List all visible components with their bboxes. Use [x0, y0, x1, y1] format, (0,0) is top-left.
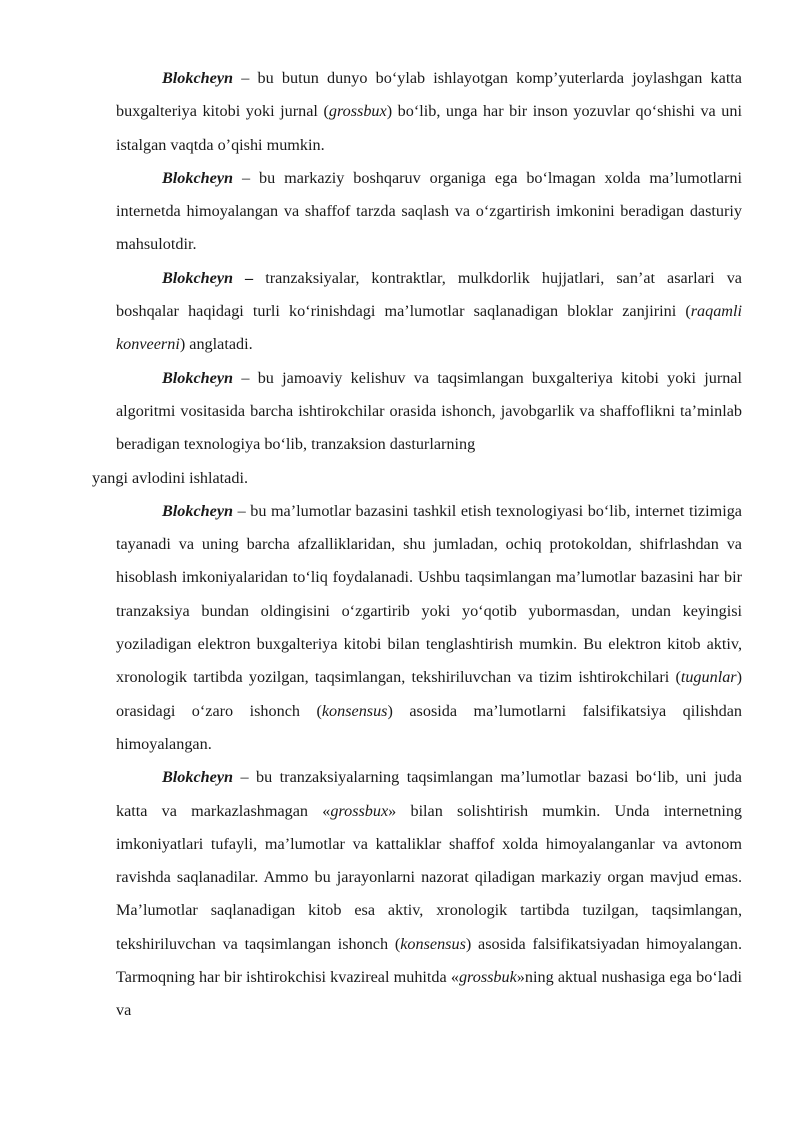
italic-term: konsensus — [321, 701, 388, 720]
italic-term: grossbux — [328, 102, 387, 121]
paragraph-text: – bu jamoaviy kelishuv va taqsimlangan buxgalteriya kitobi yoki jurnal algoritmi vositasida barcha ishtirokchilar orasida ishonch, javobgarlik va shaffoflikni ta’minlab beradigan texnologiya bo‘lib, tranzaksion dasturlarning — [116, 368, 742, 454]
term-blokcheyn: Blokcheyn – — [162, 268, 254, 287]
paragraph-6 — [116, 761, 742, 1027]
italic-term: tugunlar — [680, 668, 737, 687]
paragraph-text: ) anglatadi. — [179, 335, 253, 354]
term-blokcheyn: Blokcheyn — [162, 768, 234, 787]
term-blokcheyn: Blokcheyn — [162, 501, 234, 520]
italic-term: grossbux — [330, 801, 389, 820]
paragraph-text: » bilan solishtirish mumkin. Unda internetning imkoniyatlari tufayli, ma’lumotlar va kattaliklar shaffof xolda himoyalanganlar va avtonom ravishda saqlanadilar. Ammo bu jarayonlarni nazorat qiladigan markaziy organ mavjud emas. Ma’lumotlar saqlanadigan kitob esa aktiv, xronologik tartibda tuzilgan, taqsimlangan, tekshiriluvchan va taqsimlangan ishonch ( — [116, 801, 743, 953]
term-blokcheyn: Blokcheyn — [162, 168, 234, 187]
italic-term: raqamli konveerni — [116, 302, 742, 354]
paragraph-text: ) asosida ma’lumotlarni falsifikatsiya qilishdan himoyalangan. — [116, 701, 743, 753]
paragraph-text: – bu tranzaksiyalarning taqsimlangan ma’lumotlar bazasi bo‘lib, uni juda katta va markazlashmagan « — [116, 768, 742, 820]
paragraph-text: – bu ma’lumotlar bazasini tashkil etish texnologiyasi bo‘lib, internet tizimiga tayanadi va uning barcha afzalliklaridan, shu jumladan, ochiq protokoldan, shifrlashdan va hisoblash imkoniyalaridan to‘liq foydalanadi. Ushbu taqsimlangan ma’lumotlar bazasini har bir tranzaksiya bundan oldingisini o‘zgartirib yoki yo‘qotib yubormasdan, undan keyingisi yoziladigan elektron buxgalteriya kitobi bilan tenglashtirish mumkin. Bu elektron kitob aktiv, xronologik tartibda yozilgan, taqsimlangan, tekshiriluvchan va tizim ishtirokchilari ( — [116, 501, 742, 687]
term-blokcheyn: Blokcheyn — [162, 368, 234, 387]
paragraph-text: ) orasidagi o‘zaro ishonch ( — [116, 668, 742, 720]
paragraph-text: – bu butun dunyo bo‘ylab ishlayotgan komp’yuterlarda joylashgan katta buxgalteriya kitobi yoki jurnal ( — [116, 69, 742, 121]
paragraph-1 — [116, 62, 742, 162]
paragraph-5 — [116, 495, 742, 761]
paragraph-4 — [92, 362, 742, 495]
document-body — [92, 62, 743, 1028]
paragraph-2 — [116, 162, 742, 262]
paragraph-tail-line: yangi avlodini ishlatadi. — [92, 468, 249, 487]
paragraph-text: – bu markaziy boshqaruv organiga ega bo‘lmagan xolda ma’lumotlarni internetda himoyalangan va shaffof tarzda saqlash va o‘zgartirish imkonini beradigan dasturiy mahsulotdir. — [116, 168, 742, 254]
paragraph-text: tranzaksiyalar, kontraktlar, mulkdorlik hujjatlari, san’at asarlari va boshqalar haqidagi turli ko‘rinishdagi ma’lumotlar saqlanadigan bloklar zanjirini ( — [116, 268, 742, 321]
italic-term: konsensus — [400, 934, 466, 953]
paragraph-text: ) asosida falsifikatsiyadan himoyalangan. Tarmoqning har bir ishtirokchisi kvazireal muhitda « — [116, 934, 742, 987]
paragraph-text: ) bo‘lib, unga har bir inson yozuvlar qo‘shishi va uni istalgan vaqtda o’qishi mumkin. — [116, 102, 742, 154]
paragraph-3 — [116, 262, 742, 362]
italic-term: grossbuk — [458, 968, 517, 987]
paragraph-text: »ning aktual nushasiga ega bo‘ladi va — [116, 968, 742, 1020]
term-blokcheyn: Blokcheyn — [162, 69, 234, 87]
